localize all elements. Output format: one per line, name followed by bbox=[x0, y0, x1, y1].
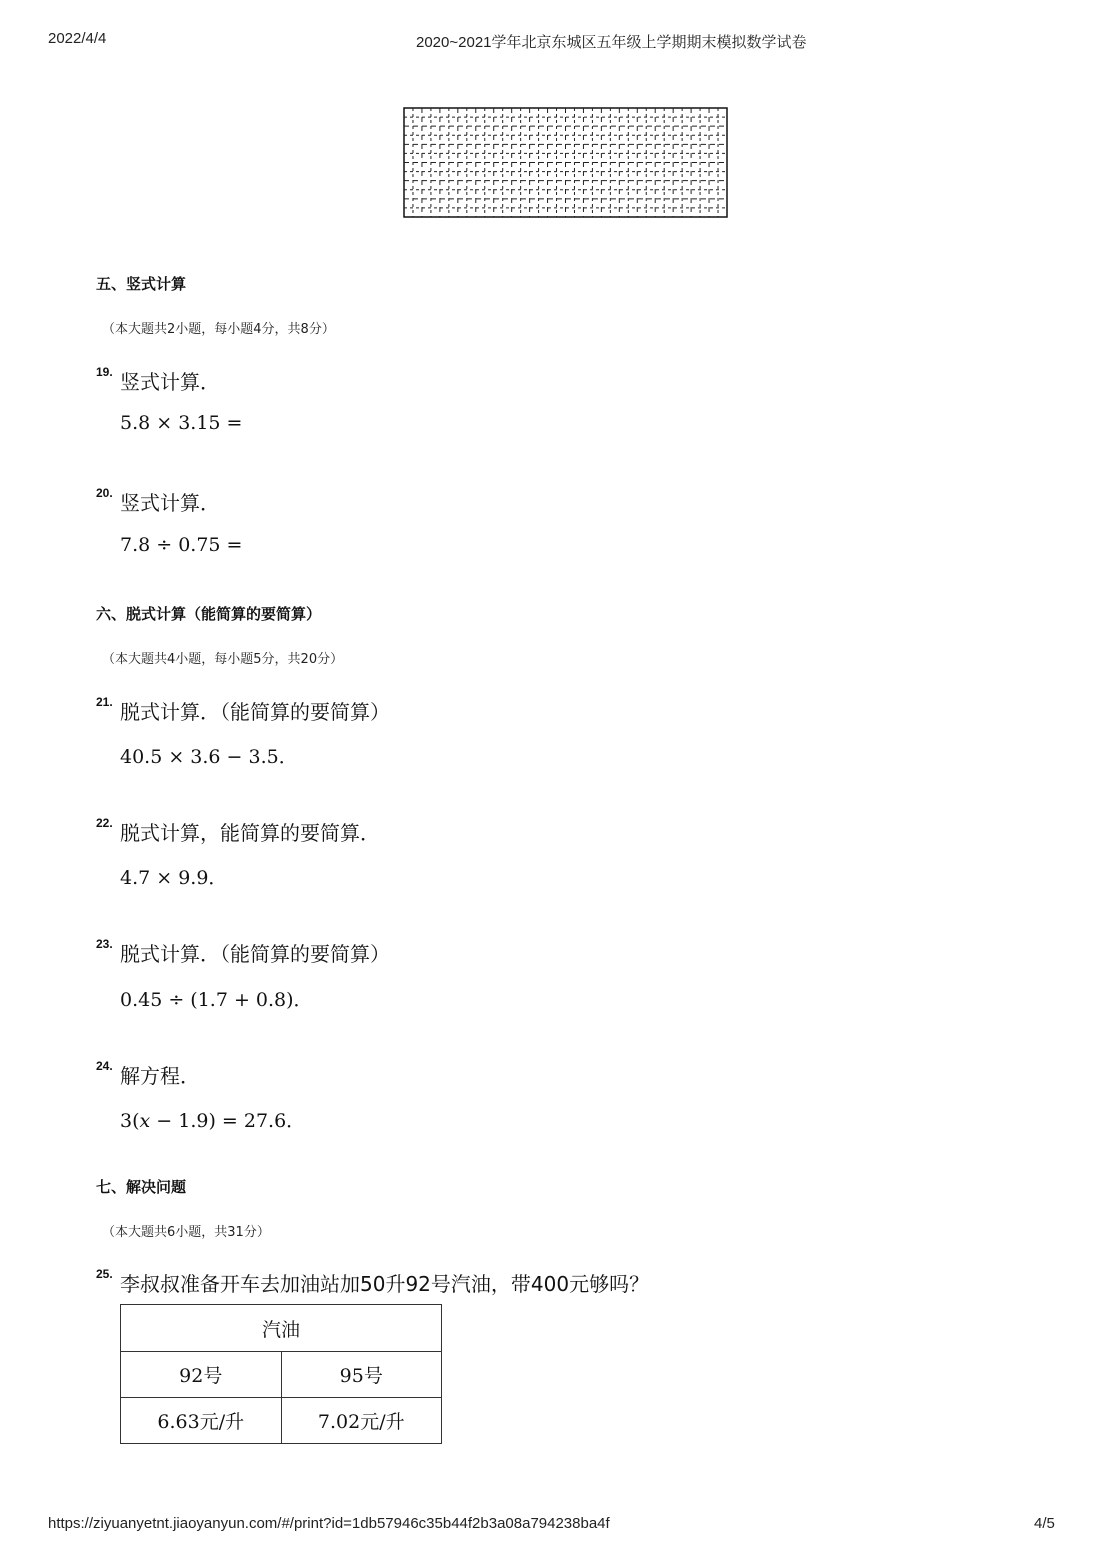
table-header: 汽油 bbox=[121, 1305, 442, 1352]
section-7-note: （本大题共6小题，共31分） bbox=[102, 1225, 270, 1240]
fuel-price-table bbox=[120, 1304, 442, 1444]
table-row bbox=[121, 1305, 442, 1352]
question-number: 22. bbox=[96, 816, 113, 830]
equation-part: 3( bbox=[120, 1110, 140, 1132]
page-number: 4/5 bbox=[1034, 1515, 1055, 1532]
question-text: 李叔叔准备开车去加油站加50升92号汽油，带400元够吗？ bbox=[120, 1272, 650, 1296]
question-expression: 4.7 × 9.9． bbox=[120, 867, 228, 889]
writing-grid bbox=[403, 107, 729, 219]
section-6-note: （本大题共4小题，每小题5分，共20分） bbox=[102, 652, 344, 667]
question-text: 竖式计算． bbox=[120, 370, 220, 394]
section-5-note: （本大题共2小题，每小题4分，共8分） bbox=[102, 322, 335, 337]
table-cell-price: 7.02元/升 bbox=[281, 1398, 442, 1444]
question-expression: 0.45 ÷ (1.7 + 0.8)． bbox=[120, 989, 313, 1011]
section-5-title: 五、竖式计算 bbox=[96, 275, 187, 293]
question-text: 脱式计算．（能简算的要简算） bbox=[120, 942, 390, 966]
table-cell-grade: 95号 bbox=[281, 1352, 442, 1398]
question-expression: 7.8 ÷ 0.75 = bbox=[120, 534, 243, 556]
question-number: 20. bbox=[96, 486, 113, 500]
page-url: https://ziyuanyetnt.jiaoyanyun.com/#/print?id=1db57946c35b44f2b3a08a794238ba4f bbox=[48, 1515, 610, 1532]
question-number: 25. bbox=[96, 1267, 113, 1281]
question-expression bbox=[120, 1106, 305, 1133]
page-title: 2020~2021学年北京东城区五年级上学期期末模拟数学试卷 bbox=[416, 34, 807, 51]
table-cell-price: 6.63元/升 bbox=[121, 1398, 282, 1444]
question-number: 23. bbox=[96, 937, 113, 951]
section-7-title: 七、解决问题 bbox=[96, 1178, 187, 1196]
question-number: 19. bbox=[96, 365, 113, 379]
equation-variable: x bbox=[139, 1110, 151, 1132]
question-text: 脱式计算．（能简算的要简算） bbox=[120, 700, 390, 724]
question-number: 24. bbox=[96, 1059, 113, 1073]
question-expression: 40.5 × 3.6 − 3.5． bbox=[120, 746, 298, 768]
table-cell-grade: 92号 bbox=[121, 1352, 282, 1398]
question-number: 21. bbox=[96, 695, 113, 709]
equation-part: − 1.9) = 27.6． bbox=[150, 1110, 306, 1132]
section-6-title: 六、脱式计算（能简算的要简算） bbox=[96, 605, 322, 623]
question-text: 解方程． bbox=[120, 1064, 200, 1088]
table-row bbox=[121, 1398, 442, 1444]
print-date: 2022/4/4 bbox=[48, 30, 107, 47]
table-row bbox=[121, 1352, 442, 1398]
question-expression: 5.8 × 3.15 = bbox=[120, 412, 243, 434]
question-text: 脱式计算，能简算的要简算． bbox=[120, 821, 380, 845]
question-text: 竖式计算． bbox=[120, 491, 220, 515]
